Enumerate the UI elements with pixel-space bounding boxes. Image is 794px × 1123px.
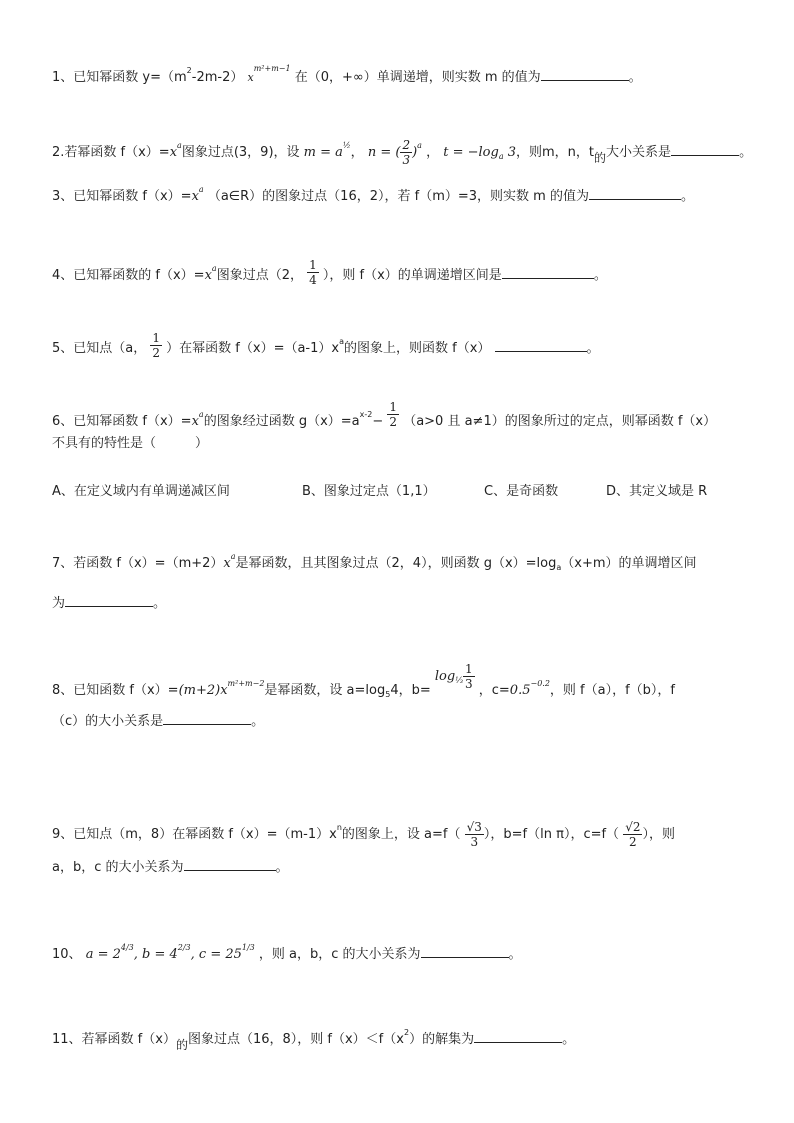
q2-comma-2: ，: [426, 145, 440, 160]
q6-fraction: $\frac{1}{2}$: [389, 400, 398, 429]
q9-answer-blank[interactable]: [184, 858, 276, 871]
question-6: [52, 400, 716, 432]
question-9-line-2: [52, 858, 289, 877]
q1-answer-blank[interactable]: [541, 68, 629, 81]
q9-c-arg: $\frac{√2}{2}$: [625, 820, 641, 849]
question-4: [52, 258, 607, 287]
question-9: 9、已知点（m，8）在幂函数 $f(x)=(m-1)x^n$的图象上，设 a=f（ $\frac{√3}{3}$ ），b=f（ln π），c=f（ $\frac{√2}{2}$ ），则: [52, 820, 675, 849]
q1-exponent: m²+m−1: [253, 64, 291, 73]
q8-answer-blank[interactable]: [163, 712, 251, 725]
question-1: [52, 64, 642, 88]
question-11: 11、若幂函数 f（x）的图象过点（16，8），则 $f(x)<f(x^2)$的解集为 。: [52, 1028, 576, 1052]
q10-text-a: 10、: [52, 947, 82, 962]
q7-end: 。: [153, 596, 167, 611]
q3-text-a: 3、已知幂函数 f（x）=: [52, 189, 192, 204]
q5-fraction: $\frac{1}{2}$: [152, 331, 161, 360]
q10-definitions: $a = 2^{4/3}$, $b = 4^{2/3}$, $c = 25^{1/3}$: [85, 943, 255, 962]
q3-power: $x^a$: [191, 185, 204, 204]
q1-text-a: 1、已知幂函数 y=（m: [52, 70, 187, 85]
q1-sup: 2: [186, 66, 192, 75]
q2-text-b: 图象过点(3，9)，设: [181, 145, 300, 160]
q4-fraction: $\frac{1}{4}$: [309, 258, 317, 287]
question-3: [52, 187, 694, 207]
q2-m-def: $m = a^{\frac{1}{2}}$: [303, 141, 351, 160]
q2-end: 。: [739, 145, 753, 160]
q9-text-d: ），则: [642, 827, 675, 842]
q8-text-d: ，c=: [478, 683, 510, 698]
q8-text-c: 4，b=: [390, 683, 431, 698]
q8-text-e: ，则 f（a），f（b），f: [549, 683, 676, 698]
q8-text-line2: （c）的大小关系是: [52, 714, 164, 729]
q9-text-c: ），b=f（ln π），c=f（: [483, 827, 620, 842]
question-10: [52, 945, 522, 965]
q6-power: $x^a$: [191, 410, 204, 429]
q5-text-c: 的图象上，则函数 f（x）: [344, 341, 491, 356]
q3-end: 。: [680, 189, 694, 204]
q6-option-a[interactable]: A、在定义域内有单调递减区间: [52, 484, 230, 499]
q6-exponent: x-2: [359, 410, 373, 419]
q11-text-d: ）的解集为: [409, 1032, 475, 1047]
q1-end: 。: [628, 70, 642, 85]
q9-text-b: 的图象上，设 a=f（: [341, 827, 461, 842]
question-8: [52, 662, 676, 705]
q10-text-b: ，则 a，b，c 的大小关系为: [258, 947, 421, 962]
q11-text-a: 11、若幂函数 f（x）: [52, 1032, 176, 1047]
q4-text-a: 4、已知幂函数的 f（x）=: [52, 268, 205, 283]
q2-comma: ，: [350, 145, 364, 160]
q7-power: $x^a$: [223, 552, 236, 571]
q3-answer-blank[interactable]: [589, 187, 681, 200]
q6-option-d[interactable]: D、其定义域是 R: [606, 484, 708, 499]
question-6-line-2: [52, 435, 208, 453]
q2-t-def: $t = -\log_a$ 3: [443, 145, 517, 161]
q5-end: 。: [586, 341, 600, 356]
q2-text-a: 2.若幂函数 f（x）=: [52, 145, 170, 160]
q9-text-a: 9、已知点（m，8）在幂函数 f（x）=（m-1）x: [52, 827, 337, 842]
question-7-line-2: [52, 594, 166, 613]
q5-answer-blank[interactable]: [495, 339, 587, 352]
q6-text-d: （a>0 且 a≠1）的图象所过的定点，则幂函数 f（x）: [403, 414, 717, 429]
q7-text-line2: 为: [52, 596, 66, 611]
q5-text-b: ）在幂函数 f（x）=（a-1）x: [166, 341, 340, 356]
q1-power: $x^{m^2+m-1}$: [247, 64, 291, 84]
q1-text-b: -2m-2）: [191, 70, 244, 85]
q6-text-a: 6、已知幂函数 f（x）=: [52, 414, 192, 429]
q8-c-value: $0.5^{-0.2}$: [509, 679, 550, 698]
question-8-line-2: [52, 712, 264, 731]
q8-log-base: 5: [385, 690, 391, 699]
q6-option-c[interactable]: C、是奇函数: [484, 484, 559, 499]
q2-power: $x^a$: [169, 141, 182, 160]
q8-text-a: 8、已知函数 f（x）=: [52, 683, 179, 698]
q2-answer-blank[interactable]: [671, 143, 739, 156]
q7-log-base: a: [556, 563, 562, 572]
q9-end: 。: [275, 860, 289, 875]
q6-text-b: 的图象经过函数 g（x）=a: [203, 414, 360, 429]
q6-minus: −: [372, 414, 384, 429]
q1-text-c: 在（0，+∞）单调递增，则实数 m 的值为: [294, 70, 541, 85]
question-5: 5、已知点（a， $\frac{1}{2}$ ）在幂函数 $f(x)=(a-1)x^a$的图象上，则函数 f（x） 。: [52, 331, 600, 360]
q4-power: $x^a$: [204, 264, 217, 283]
q4-end: 。: [593, 268, 607, 283]
q8-b-value: $\log_{\frac{1}{3}}$ $\frac{1}{3}$: [434, 662, 473, 691]
q5-text-a: 5、已知点（a，: [52, 341, 147, 356]
q4-answer-blank[interactable]: [502, 266, 594, 279]
q4-text-c: ），则 f（x）的单调递增区间是: [322, 268, 502, 283]
q6-text-line2: 不具有的特性是（ ）: [52, 436, 209, 451]
q8-text-b: 是幂函数，设 a=log: [264, 683, 386, 698]
q7-answer-blank[interactable]: [65, 594, 153, 607]
q7-text-b: 是幂函数，且其图象过点（2，4），则函数 g（x）=log: [235, 556, 557, 571]
q9-text-line2: a，b，c 的大小关系为: [52, 860, 184, 875]
q2-text-f: 大小关系是: [606, 145, 672, 160]
q11-text-c: 图象过点（16，8），则 f（x）＜f（x: [187, 1032, 404, 1047]
q11-end: 。: [562, 1032, 576, 1047]
question-2: [52, 138, 752, 167]
q4-text-b: 图象过点（2，: [216, 268, 303, 283]
q7-text-c: （x+m）的单调增区间: [561, 556, 697, 571]
q8-end: 。: [251, 714, 265, 729]
q9-a-arg: $\frac{√3}{3}$: [466, 820, 482, 849]
q2-n-def: n = ( $\frac{2}{3}$ )$^a$: [367, 138, 422, 167]
q7-text-a: 7、若函数 f（x）=（m+2）: [52, 556, 224, 571]
question-7: [52, 552, 697, 574]
q2-de: 的: [594, 151, 607, 165]
q2-text-d: ，则m，n，t: [516, 145, 595, 160]
q6-option-b[interactable]: B、图象过定点（1,1）: [302, 484, 436, 499]
q3-text-b: （a∈R）的图象过点（16，2），若 f（m）=3，则实数 m 的值为: [207, 189, 589, 204]
q11-de: 的: [175, 1038, 188, 1052]
q8-func: $(m+2)x^{m^2+m-2}$: [178, 679, 265, 698]
q10-end: 。: [508, 947, 522, 962]
q11-answer-blank[interactable]: [474, 1030, 562, 1043]
q10-answer-blank[interactable]: [421, 945, 509, 958]
